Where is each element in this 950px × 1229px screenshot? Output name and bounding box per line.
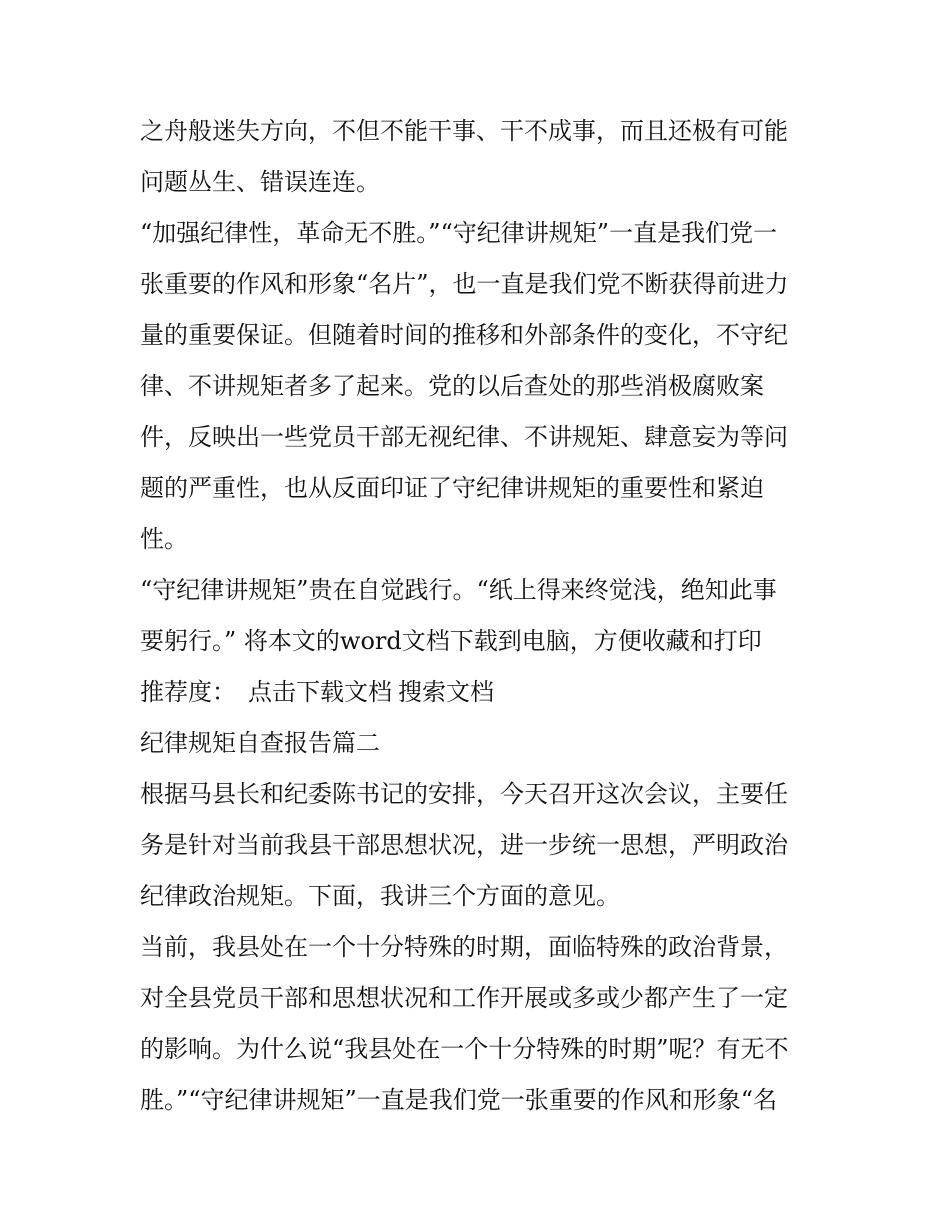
text-line: 胜。”“守纪律讲规矩”一直是我们党一张重要的作风和形象“名 (140, 1086, 778, 1114)
text-line: 问题丛生、错误连连。 (140, 168, 380, 196)
download-document-link[interactable]: 点击下载文档 (248, 678, 392, 706)
text-line: 律、不讲规矩者多了起来。党的以后查处的那些消极腐败案 (140, 372, 764, 400)
text-line: 之舟般迷失方向，不但不能干事、干不成事，而且还极有可能 (140, 117, 788, 145)
text-line: 张重要的作风和形象“名片”，也一直是我们党不断获得前进力 (140, 270, 789, 298)
text-line: 对全县党员干部和思想状况和工作开展或多或少都产生了一定 (140, 984, 788, 1012)
recommend-row (140, 667, 815, 718)
text-line: 量的重要保证。但随着时间的推移和外部条件的变化，不守纪 (140, 321, 788, 349)
text-line: 件，反映出一些党员干部无视纪律、不讲规矩、肆意妄为等问 (140, 423, 788, 451)
document-body (140, 106, 815, 1126)
text-line: 的影响。为什么说“我县处在一个十分特殊的时期”呢？有无不 (140, 1035, 789, 1063)
text-line: 要躬行。” 将本文的word文档下载到电脑，方便收藏和打印 (140, 627, 762, 655)
text-line: 性。 (140, 525, 188, 553)
search-document-link[interactable]: 搜索文档 (398, 678, 494, 706)
text-line: “守纪律讲规矩”贵在自觉践行。“纸上得来终觉浅，绝知此事 (140, 576, 777, 604)
text-line: 当前，我县处在一个十分特殊的时期，面临特殊的政治背景， (140, 933, 788, 961)
text-line: 根据马县长和纪委陈书记的安排，今天召开这次会议，主要任 (140, 780, 788, 808)
section-title: 纪律规矩自查报告篇二 (140, 729, 380, 757)
text-line: 题的严重性，也从反面印证了守纪律讲规矩的重要性和紧迫 (140, 474, 764, 502)
text-line: 纪律政治规矩。下面，我讲三个方面的意见。 (140, 882, 620, 910)
recommend-label: 推荐度： (140, 678, 236, 706)
text-line: 务是针对当前我县干部思想状况，进一步统一思想，严明政治 (140, 831, 788, 859)
text-line: “加强纪律性，革命无不胜。”“守纪律讲规矩”一直是我们党一 (140, 219, 778, 247)
